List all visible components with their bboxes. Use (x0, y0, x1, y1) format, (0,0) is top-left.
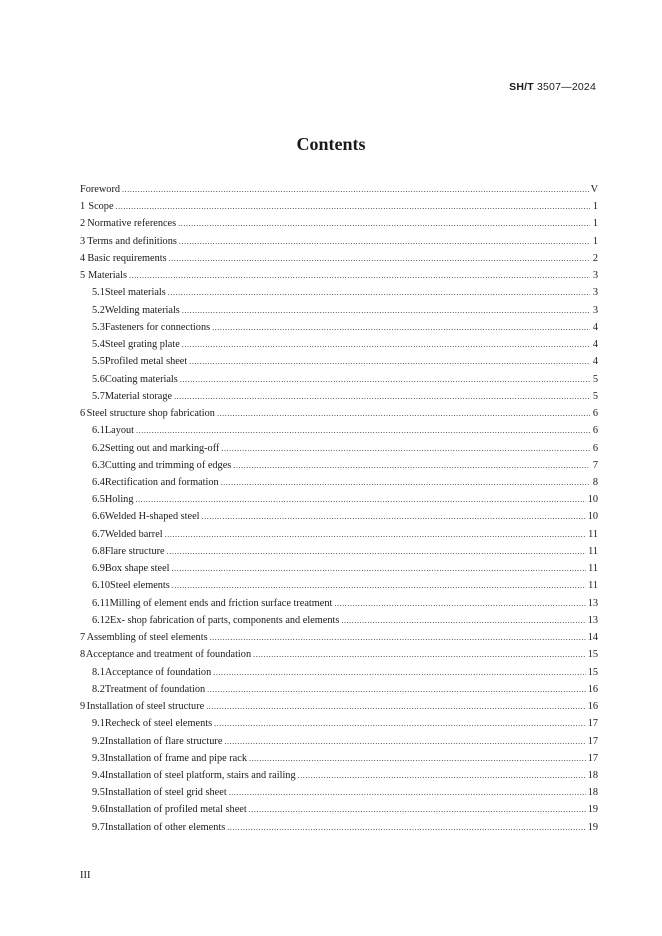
toc-entry[interactable] (80, 667, 598, 684)
toc-leader-dots (341, 616, 585, 625)
toc-entry[interactable] (80, 770, 598, 787)
toc-entry-number: 5.7 (92, 390, 105, 402)
toc-entry[interactable] (80, 477, 598, 494)
toc-entry[interactable] (80, 374, 598, 391)
toc-leader-dots (213, 668, 585, 677)
toc-entry[interactable] (80, 511, 598, 528)
toc-entry-page: 19 (587, 804, 598, 816)
toc-entry-label: Scope (88, 201, 114, 213)
toc-entry-number: 5.6 (92, 373, 105, 385)
toc-leader-dots (179, 237, 590, 246)
toc-entry-page: 8 (592, 476, 598, 488)
toc-entry-number: 6.10 (92, 580, 111, 592)
toc-entry-page: 11 (588, 563, 598, 575)
toc-entry-label: Welded barrel (104, 528, 163, 540)
toc-entry-page: 2 (592, 252, 598, 264)
toc-entry-label: Setting out and marking-off (104, 442, 220, 454)
toc-entry-page: 7 (592, 459, 598, 471)
toc-entry-label: Normative references (87, 218, 177, 230)
toc-entry[interactable] (80, 201, 598, 218)
toc-entry-page: 11 (588, 528, 598, 540)
toc-entry-page: 16 (587, 683, 598, 695)
toc-entry-label: Treatment of foundation (104, 683, 206, 695)
toc-entry[interactable] (80, 822, 598, 839)
toc-leader-dots (221, 444, 590, 453)
toc-entry-label: Steel grating plate (104, 339, 180, 351)
toc-entry-number: 8 (80, 649, 86, 661)
standard-code (509, 81, 596, 93)
toc-leader-dots (182, 340, 590, 349)
standard-code-number: 3507—2024 (536, 81, 596, 93)
toc-entry-page: 17 (587, 752, 598, 764)
toc-entry[interactable] (80, 218, 598, 235)
toc-entry[interactable] (80, 253, 598, 270)
toc-entry-page: V (590, 184, 598, 195)
toc-leader-dots (189, 357, 590, 366)
toc-entry-page: 15 (587, 666, 598, 678)
toc-entry-number: 6.11 (92, 597, 110, 609)
toc-entry-number: 9.1 (92, 718, 105, 730)
toc-entry[interactable] (80, 787, 598, 804)
toc-entry-page: 3 (592, 270, 598, 282)
toc-entry-page: 17 (587, 718, 598, 730)
toc-leader-dots (136, 426, 590, 435)
toc-entry-label: Cutting and trimming of edges (104, 459, 232, 471)
toc-entry[interactable] (80, 701, 598, 718)
toc-entry-page: 16 (587, 701, 598, 713)
toc-entry-page: 11 (588, 580, 598, 592)
toc-entry-label: Box shape steel (104, 563, 170, 575)
toc-entry-number: 5 (80, 270, 86, 282)
toc-leader-dots (233, 461, 590, 470)
toc-entry-number: 6.3 (92, 459, 105, 471)
toc-entry-label: Welded H-shaped steel (104, 511, 200, 523)
toc-leader-dots (249, 754, 586, 763)
toc-entry[interactable] (80, 494, 598, 511)
toc-leader-dots (229, 788, 586, 797)
toc-leader-dots (172, 564, 587, 573)
toc-entry-number: 4 (80, 252, 86, 264)
toc-entry-label: Profiled metal sheet (104, 356, 188, 368)
toc-entry[interactable] (80, 529, 598, 546)
toc-leader-dots (298, 771, 586, 780)
toc-entry-number: 6.4 (92, 476, 105, 488)
toc-entry-label: Ex- shop fabrication of parts, components and elements (110, 614, 340, 626)
toc-entry-label: Terms and definitions (87, 235, 177, 247)
toc-entry-page: 15 (587, 649, 598, 661)
toc-entry-label: Installation of steel platform, stairs and railing (104, 769, 296, 781)
toc-entry-label: Flare structure (104, 545, 165, 557)
toc-entry-number: 5.5 (92, 356, 105, 368)
toc-entry-label: Installation of profiled metal sheet (104, 804, 247, 816)
toc-entry-page: 3 (592, 287, 598, 299)
toc-entry-page: 3 (592, 304, 598, 316)
toc-leader-dots (178, 219, 590, 228)
toc-entry-number: 9 (80, 701, 86, 713)
toc-entry-number: 6 (80, 408, 86, 420)
toc-leader-dots (129, 271, 590, 280)
toc-leader-dots (217, 409, 590, 418)
toc-entry[interactable] (80, 270, 598, 287)
toc-entry[interactable] (80, 460, 598, 477)
toc-entry-label: Material storage (104, 390, 173, 402)
toc-entry-label: Installation of flare structure (104, 735, 223, 747)
toc-entry[interactable] (80, 546, 598, 563)
toc-leader-dots (135, 495, 585, 504)
toc-entry-page: 18 (587, 769, 598, 781)
toc-entry-number: 6.5 (92, 494, 105, 506)
toc-entry[interactable] (80, 287, 598, 304)
standard-code-prefix: SH/T (509, 81, 534, 93)
toc-entry-page: 6 (592, 442, 598, 454)
toc-leader-dots (116, 202, 590, 211)
toc-entry-label: Fasteners for connections (104, 321, 211, 333)
toc-entry-label: Basic requirements (87, 252, 167, 264)
toc-entry-label: Acceptance and treatment of foundation (85, 649, 252, 661)
toc-entry-page: 19 (587, 821, 598, 833)
toc-leader-dots (253, 650, 586, 659)
toc-entry[interactable] (80, 322, 598, 339)
toc-entry-number: 5.3 (92, 321, 105, 333)
toc-entry-label: Rectification and formation (104, 476, 219, 488)
toc-entry[interactable] (80, 580, 598, 597)
toc-entry-page: 1 (592, 235, 598, 247)
toc-entry-number: 9.4 (92, 769, 105, 781)
toc-leader-dots (334, 599, 585, 608)
toc-entry-page: 11 (588, 545, 598, 557)
toc-entry-page: 14 (587, 632, 598, 644)
toc-entry-number: 6.6 (92, 511, 105, 523)
toc-entry-number: 5.2 (92, 304, 105, 316)
toc-entry-label: Installation of frame and pipe rack (104, 752, 247, 764)
toc-entry-number: 9.7 (92, 821, 105, 833)
toc-leader-dots (206, 702, 586, 711)
toc-entry-number: 9.6 (92, 804, 105, 816)
toc-entry-page: 4 (592, 339, 598, 351)
toc-entry[interactable] (80, 408, 598, 425)
toc-entry-label: Installation of steel grid sheet (104, 787, 227, 799)
toc-entry-label: Installation of steel structure (86, 701, 205, 713)
table-of-contents (80, 184, 598, 839)
toc-entry-label: Milling of element ends and friction surface treatment (109, 597, 333, 609)
toc-leader-dots (165, 530, 586, 539)
toc-leader-dots (207, 685, 586, 694)
toc-entry-label: Installation of other elements (104, 821, 226, 833)
toc-entry-label: Assembling of steel elements (86, 632, 208, 644)
toc-entry[interactable] (80, 804, 598, 821)
toc-leader-dots (202, 512, 586, 521)
toc-entry-number: 6.9 (92, 563, 105, 575)
toc-entry-number: 5.4 (92, 339, 105, 351)
toc-entry-label: Coating materials (104, 373, 178, 385)
toc-entry-page: 18 (587, 787, 598, 799)
toc-entry-page: 6 (592, 408, 598, 420)
toc-entry-label: Foreword (80, 184, 121, 195)
toc-entry-number: 6.8 (92, 545, 105, 557)
toc-leader-dots (169, 254, 590, 263)
toc-entry-number: 2 (80, 218, 86, 230)
toc-leader-dots (221, 478, 590, 487)
page-title: Contents (296, 134, 366, 154)
toc-entry-page: 13 (587, 597, 598, 609)
toc-entry-page: 1 (592, 218, 598, 230)
toc-entry[interactable] (80, 649, 598, 666)
toc-leader-dots (210, 633, 586, 642)
toc-entry[interactable] (80, 425, 598, 442)
toc-entry-number: 5.1 (92, 287, 105, 299)
toc-entry-number: 6.7 (92, 528, 105, 540)
toc-leader-dots (172, 581, 586, 590)
toc-entry-page: 5 (592, 373, 598, 385)
toc-entry[interactable] (80, 391, 598, 408)
toc-entry[interactable] (80, 718, 598, 735)
toc-entry-number: 9.5 (92, 787, 105, 799)
toc-entry-number: 8.1 (92, 666, 105, 678)
toc-entry-page: 13 (587, 614, 598, 626)
toc-entry-number: 6.12 (92, 614, 111, 626)
toc-leader-dots (122, 185, 589, 194)
toc-entry[interactable] (80, 563, 598, 580)
toc-entry-page: 4 (592, 356, 598, 368)
toc-entry-label: Holing (104, 494, 134, 506)
toc-leader-dots (174, 392, 590, 401)
toc-entry-label: Recheck of steel elements (104, 718, 213, 730)
toc-entry[interactable] (80, 236, 598, 253)
toc-leader-dots (227, 823, 585, 832)
toc-entry-number: 9.2 (92, 735, 105, 747)
page-folio: III (80, 870, 91, 881)
toc-entry-label: Acceptance of foundation (104, 666, 212, 678)
toc-entry-page: 5 (592, 390, 598, 402)
toc-entry-number: 3 (80, 235, 86, 247)
toc-leader-dots (249, 805, 586, 814)
toc-leader-dots (180, 375, 590, 384)
toc-entry[interactable] (80, 753, 598, 770)
toc-entry-number: 7 (80, 632, 86, 644)
toc-entry-page: 1 (592, 201, 598, 213)
toc-entry-page: 10 (587, 511, 598, 523)
toc-entry[interactable] (80, 632, 598, 649)
toc-entry[interactable] (80, 598, 598, 615)
toc-leader-dots (224, 737, 585, 746)
toc-entry-label: Materials (88, 270, 127, 282)
toc-entry-label: Steel materials (104, 287, 166, 299)
toc-leader-dots (167, 547, 586, 556)
toc-entry[interactable] (80, 615, 598, 632)
toc-leader-dots (214, 719, 586, 728)
toc-entry-page: 17 (587, 735, 598, 747)
toc-entry-number: 6.2 (92, 442, 105, 454)
toc-entry[interactable] (80, 305, 598, 322)
toc-entry-number: 6.1 (92, 425, 105, 437)
toc-entry[interactable] (80, 443, 598, 460)
toc-entry[interactable] (80, 339, 598, 356)
toc-entry-label: Layout (104, 425, 135, 437)
toc-entry-number: 8.2 (92, 683, 105, 695)
toc-entry[interactable] (80, 684, 598, 701)
toc-entry-label: Steel elements (110, 580, 170, 592)
toc-entry-number: 1 (80, 201, 86, 213)
toc-entry-page: 4 (592, 321, 598, 333)
toc-entry[interactable] (80, 184, 598, 201)
toc-entry-number: 9.3 (92, 752, 105, 764)
toc-entry-label: Steel structure shop fabrication (86, 408, 215, 420)
toc-entry-page: 6 (592, 425, 598, 437)
toc-leader-dots (168, 288, 590, 297)
toc-entry[interactable] (80, 356, 598, 373)
toc-entry-label: Welding materials (104, 304, 180, 316)
toc-leader-dots (182, 306, 590, 315)
toc-entry-page: 10 (587, 494, 598, 506)
toc-entry[interactable] (80, 736, 598, 753)
toc-leader-dots (212, 323, 590, 332)
